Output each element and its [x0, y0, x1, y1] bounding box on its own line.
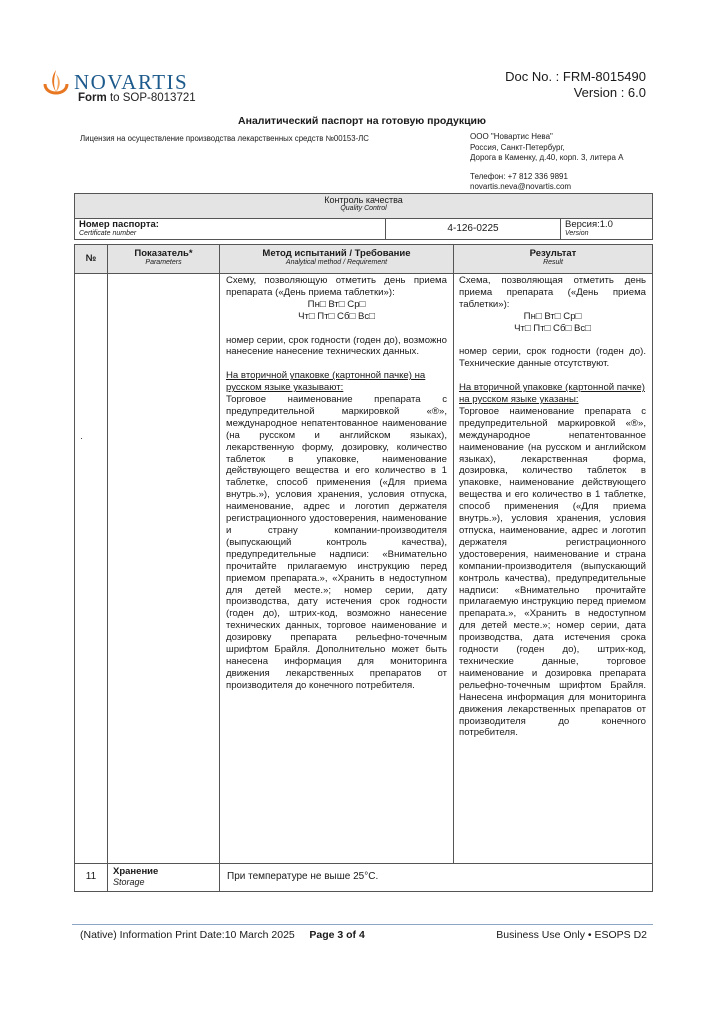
result-secondary-heading: На вторичной упаковке (картонной пачке) на русском языке указаны:: [459, 382, 645, 406]
cert-label: Номер паспорта:: [79, 219, 159, 230]
col-parameter-header: Показатель* Parameters: [108, 245, 220, 273]
method-batch: номер серии, срок годности (годен до), возможно нанесение нанесение технических данных.: [226, 334, 447, 358]
cert-label-en: Certificate number: [79, 230, 137, 237]
storage-label: Хранение: [113, 866, 159, 877]
row-marker: ·: [80, 433, 83, 443]
doc-info: [505, 69, 646, 101]
packaging-row: [74, 273, 653, 864]
method-scheme: Схему, позволяющую отметить день приема препарата («День приема таблетки»):: [226, 275, 447, 298]
method-cell: [226, 275, 447, 692]
result-days-row1: Пн□ Вт□ Ср□: [523, 310, 582, 322]
method-days-row2: Чт□ Пт□ Сб□ Вс□: [298, 310, 375, 322]
doc-version: Version : 6.0: [573, 85, 646, 100]
form-prefix: Form: [78, 92, 107, 104]
novartis-flame-icon: [40, 66, 72, 104]
licence-text: Лицензия на осуществление производства лекарственных средств №00153-ЛС: [80, 134, 369, 143]
result-scheme: Схема, позволяющая отметить день приема препарата («День приема таблетки»):: [459, 275, 646, 310]
col-method-header: Метод испытаний / Требование Analytical method / Requirement: [220, 245, 454, 273]
storage-row: [74, 863, 653, 892]
form-reference: [78, 92, 196, 104]
footer-classification: Business Use Only • ESOPS D2: [496, 929, 647, 941]
cert-number: 4-126-0225: [385, 218, 561, 239]
column-header-row: [74, 244, 653, 274]
doc-number: Doc No. : FRM-8015490: [505, 69, 646, 84]
company-block: [470, 132, 623, 193]
company-phone: Телефон: +7 812 336 9891: [470, 171, 568, 181]
cert-version-en: Version: [565, 230, 589, 237]
result-cell: [459, 275, 646, 739]
qc-title-en: Quality Control: [340, 205, 387, 212]
page-title: Аналитический паспорт на готовую продукцию: [238, 115, 486, 127]
method-secondary-text: Торговое наименование препарата с предупредительной маркировкой «®», международное непатентованное наименование (на русском и английском языках), лекарственную форму, дозировку, количество таблеток в упаковке, наименование действующего вещества и его количество в 1 таблетке, способ применения («Для приема внутрь.»), условия хранения, условия отпуска, наименование, адрес и логотип держателя регистрационного удостоверения, наименование и страну компании-производителя (выпускающий контроль качества), предупредительные надписи: «Внимательно прочитайте прилагаемую инструкцию перед приемом препарата.», «Хранить в недоступном для детей месте.»; номер серии, дату производства, дату истечения срок годности (годен до), штрих-код, возможно нанесение технических данных, торговое наименование и дозировку препарата рельефно-точечным шрифтом Брайля. Дополнительно может быть нанесена информация для мониторинга движения лекарственных препаратов от производителя до конечного потребителя.: [226, 394, 447, 691]
result-days-row2: Чт□ Пт□ Сб□ Вс□: [514, 322, 591, 334]
company-address: Дорога в Каменку, д.40, корп. 3, литера А: [470, 153, 624, 162]
logo-wordmark: NOVARTIS: [74, 70, 189, 94]
company-name: ООО "Новартис Нева": [470, 132, 553, 141]
storage-number: 11: [85, 871, 97, 882]
method-secondary-heading: На вторичной упаковке (картонной пачке) на русском языке указывают:: [226, 370, 426, 394]
quality-control-header: [74, 193, 653, 219]
col-number-header: №: [75, 245, 108, 273]
storage-value: При температуре не выше 25°C.: [227, 871, 379, 882]
storage-label-en: Storage: [113, 877, 145, 887]
page-number: Page 3 of 4: [309, 929, 365, 941]
result-secondary-text: Торговое наименование препарата с предупредительной маркировкой «®», международное непатентованное наименование (на русском и английском языках), лекарственная форма, дозировка, количество таблеток в упаковке, наименование действующего вещества и его количество в 1 таблетке, способ применения («Для приема внутрь.»), условия хранения, условия отпуска, наименование, адрес и логотип держателя регистрационного удостоверения, наименование и страна компании-производителя (выпускающий контроль качества), предупредительные надписи: «Внимательно прочитайте прилагаемую инструкцию перед приемом препарата.», «Хранить в недоступном для детей месте.»; номер серии, дата производства, дата истечения срока годности (годен до), штрих-код, технические данные, торговое наименование и дозировка препарата рельефно-точечным шрифтом Брайля. Нанесена информация для мониторинга движения лекарственных препаратов от производителя до конечного потребителя.: [459, 405, 646, 739]
cert-version: Версия:1.0: [565, 219, 613, 230]
footer-print-date: (Native) Information Print Date:10 March 2025 Page 3 of 4: [80, 929, 365, 941]
footer-divider: [72, 924, 653, 925]
qc-title: Контроль качества: [324, 195, 403, 205]
company-city: Россия, Санкт-Петербург,: [470, 142, 565, 152]
result-batch: номер серии, срок годности (годен до). Технические данные отсутствуют.: [459, 346, 646, 370]
company-email: novartis.neva@novartis.com: [470, 182, 572, 191]
col-result-header: Результат Result: [529, 248, 577, 266]
method-days-row1: Пн□ Вт□ Ср□: [307, 298, 366, 310]
certificate-row: [74, 218, 653, 240]
form-sop-ref: to SOP-8013721: [109, 92, 196, 104]
